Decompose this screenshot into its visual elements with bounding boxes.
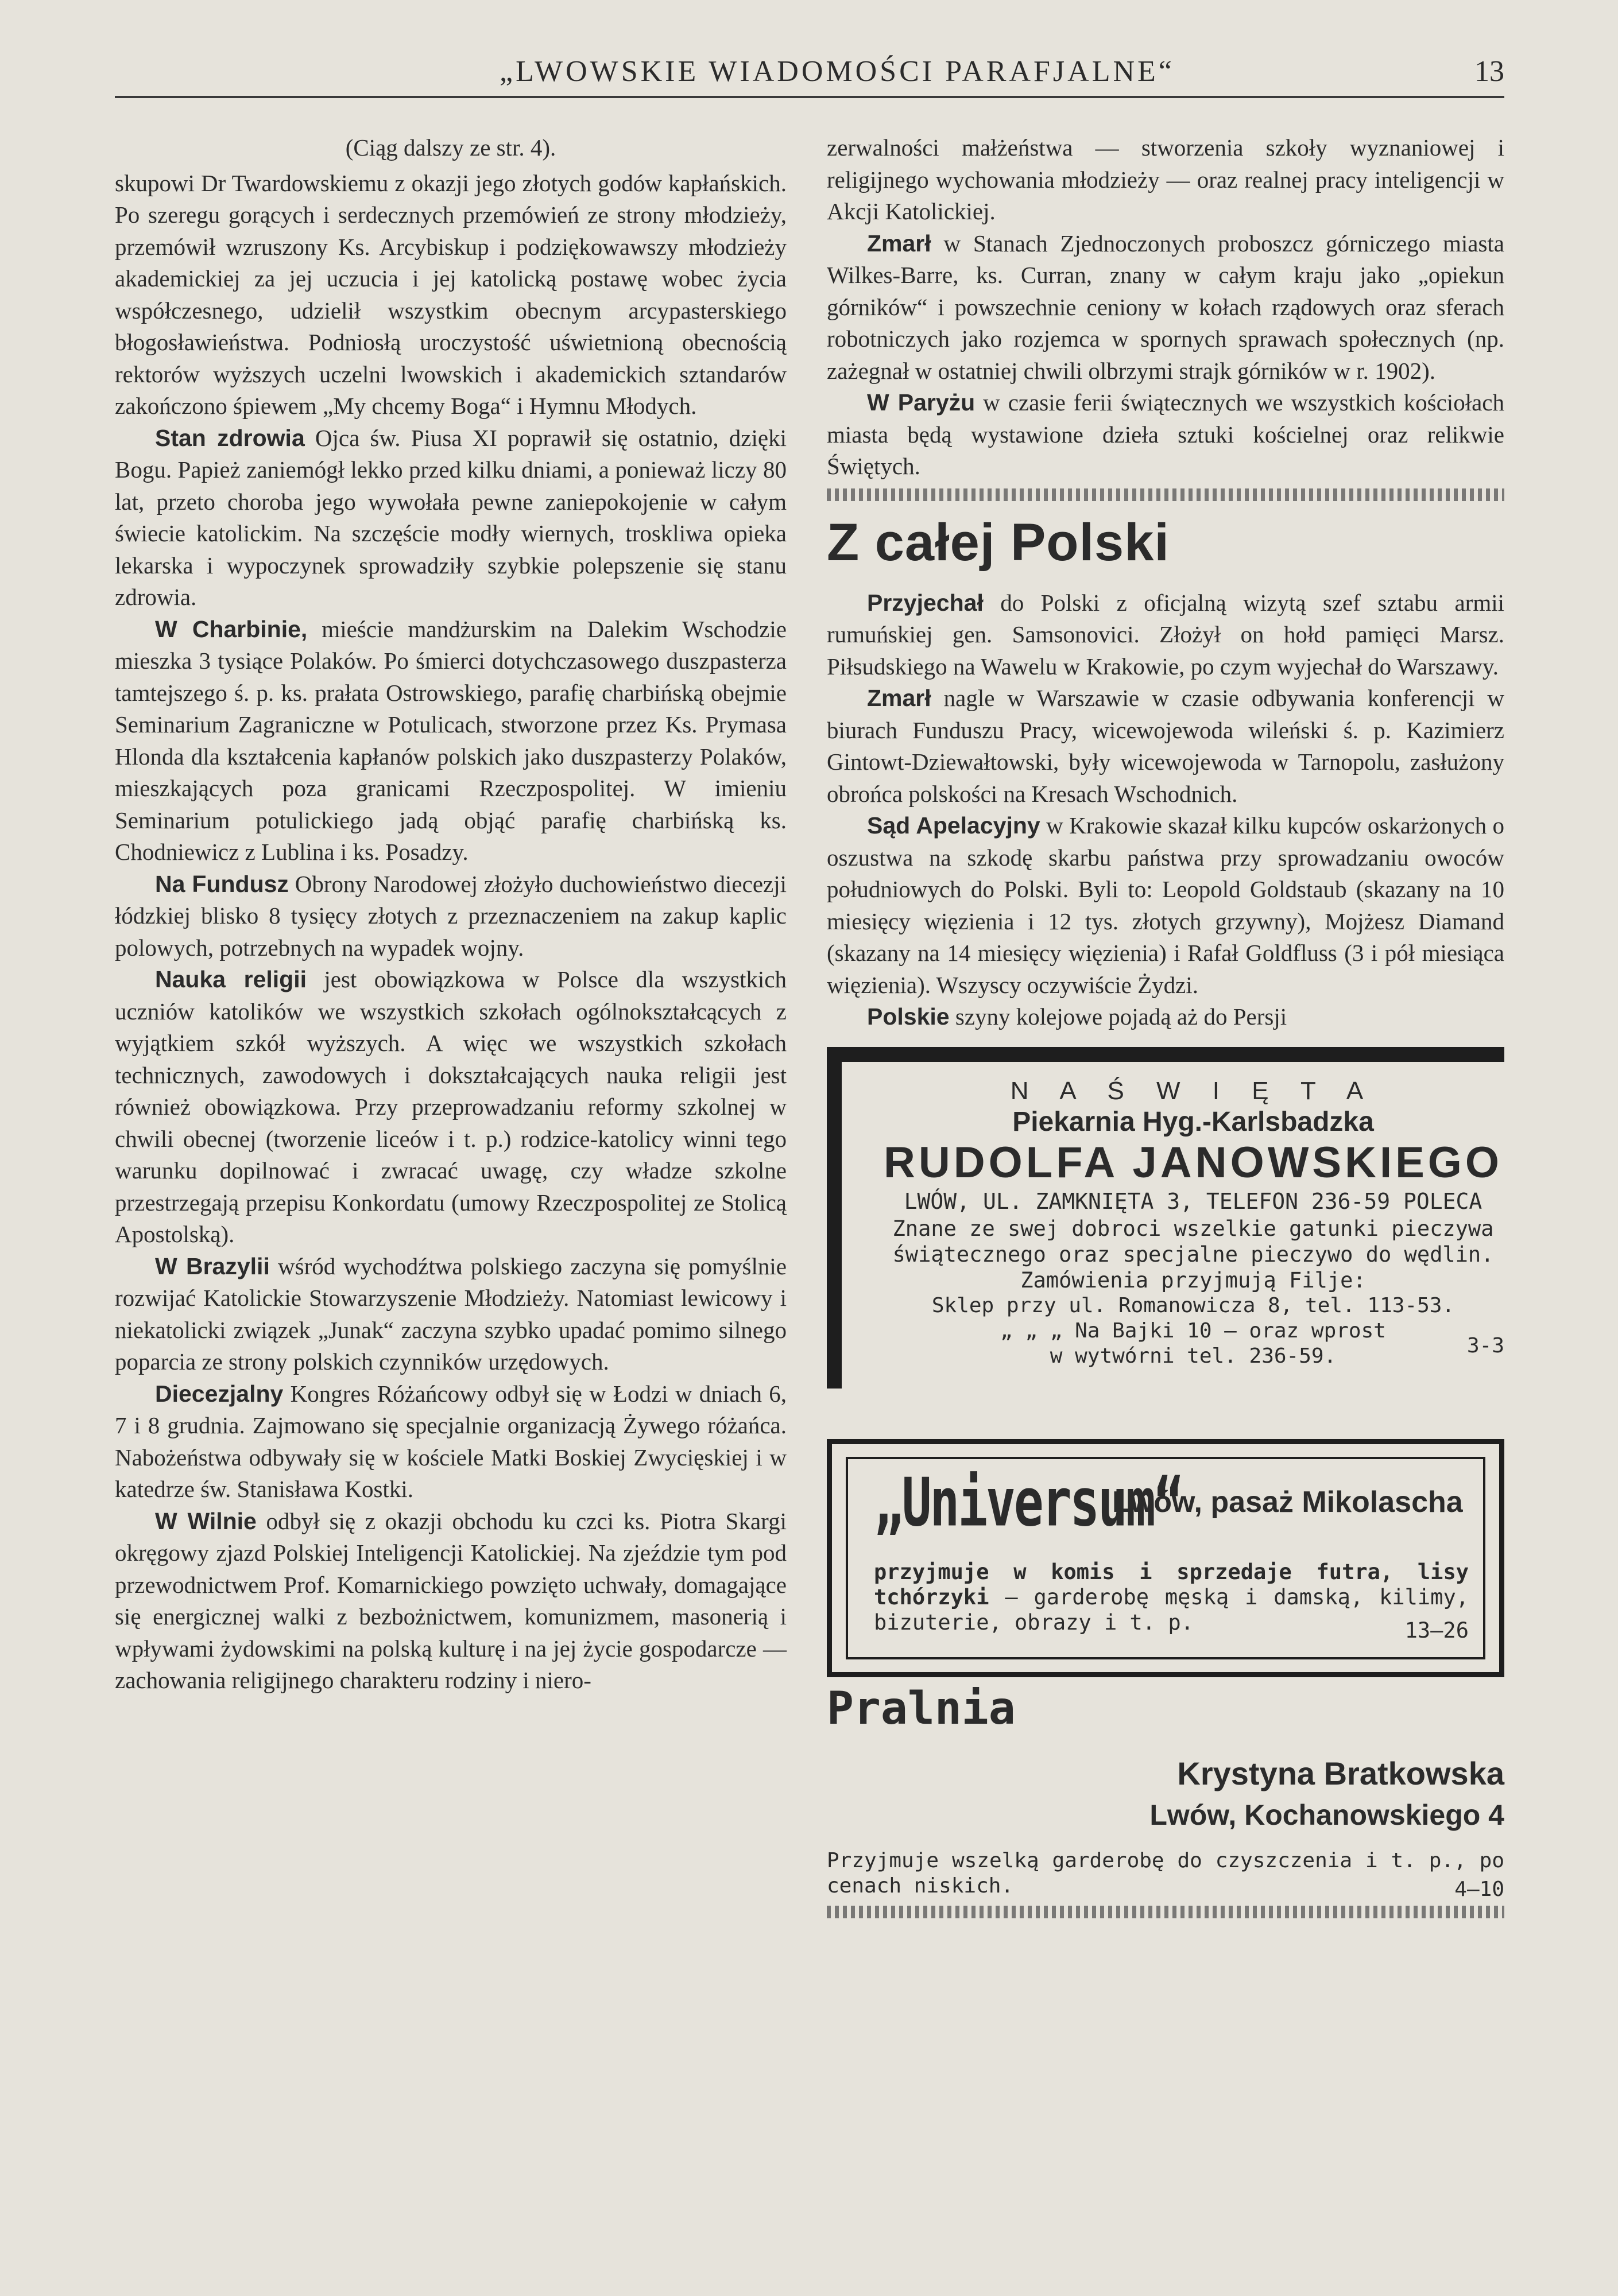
- article-text: jest obowiązkowa w Polsce dla wszystkich uczniów katolików we wszystkich szkołach ogólnokształcących z wyjątkiem szkół wyższych. A więc we wszystkich szkołach technicznych, zawodowych i dokształcających nauka religii jest również obowiązkowa. Przy przeprowadzaniu reformy szkolnej w chwili obecnej (tworzenie liceów i t. p.) rodzice-katolicy winni tego warunku dopilnować i zwracać uwagę, czy władze szkolne przestrzegają przepisu Konkordatu (umowy Rzeczpospolitej ze Stolicą Apostolską).: [115, 966, 787, 1247]
- article-text: Kongres Różańcowy odbył się w Łodzi w dniach 6, 7 i 8 grudnia. Zajmowano się specjalnie organizacją Żywego różańca. Nabożeństwa odbywały się w kościele Matki Boskiej Zwycięskiej i w katedrze św. Stanisława Kostki.: [115, 1380, 787, 1502]
- ad-reference: 4—10: [1454, 1877, 1504, 1901]
- article-paragraph: [115, 1251, 787, 1378]
- ad-address: Lwów, Kochanowskiego 4: [1149, 1798, 1504, 1831]
- ad-name: Krystyna Bratkowska: [1177, 1755, 1504, 1791]
- article-lead: Sąd Apelacyjny: [867, 812, 1040, 839]
- article-paragraph: [115, 1378, 787, 1506]
- article-paragraph: skupowi Dr Twardowskiemu z okazji jego złotych godów kapłańskich. Po szeregu gorących i serdecznych przemówień ze strony młodzieży, przemówił wzruszony Ks. Arcybiskup i podziękowawszy młodzieży akademickiej za jej uczucia i jej katolicką postawę wobec życia współczesnego, udzielił wszystkim obecnym arcypasterskiego błogosławieństwa. Podniosłą uroczystość uświetnioną obecnością rektorów wyższych uczelni lwowskich i akademickich sztandarów zakończono śpiewem „My chcemy Boga“ i Hymnu Młodych.: [115, 169, 787, 419]
- article-lead: W Charbinie,: [155, 615, 308, 642]
- ad-brand: „Universum“: [874, 1464, 1182, 1542]
- section-title: Z całej Polski: [827, 513, 1170, 572]
- ad-line: Sklep przy ul. Romanowicza 8, tel. 113-53.: [931, 1293, 1455, 1317]
- article-text: w czasie ferii świątecznych we wszystkich kościołach miasta będą wystawione dzieła sztuki kościelnej oraz relikwie Świętych.: [827, 389, 1504, 479]
- ad-body-bold: przyjmuje w komis i sprzedaje futra, lisy tchórzyki: [874, 1559, 1469, 1609]
- ad-line: Zamówienia przyjmują Filje:: [1020, 1267, 1366, 1293]
- ad-line: „ „ „ Na Bajki 10 — oraz wprost: [1000, 1318, 1386, 1343]
- article-lead: Przyjechał: [867, 589, 984, 616]
- article-text: w Krakowie skazał kilku kupców oskarżonych o oszustwa na szkodę skarbu państwa przy sprowadzaniu owoców południowych do Polski. Byli to: Leopold Goldstaub (skazany na 10 miesięcy więzienia i 12 tys. złotych grzywny), Mojżesz Diamand (skazany na 14 miesięcy więzienia) i Rafał Goldfluss (3 i pół miesiąca więzienia). Wszyscy oczywiście Żydzi.: [827, 812, 1504, 998]
- article-lead: Na Fundusz: [155, 870, 289, 897]
- page-header: [115, 55, 1504, 100]
- article-lead: W Brazylii: [155, 1252, 270, 1279]
- ad-place: Lwów, pasaż Mikolascha: [1112, 1485, 1463, 1519]
- article-text: odbył się z okazji obchodu ku czci ks. Piotra Skargi okręgowy zjazd Polskiej Inteligencji Katolickiej. Na zjeździe tym pod przewodnictwem Prof. Komarnickiego powzięto uchwały, domagające się energicznej walki z bezbożnictwem, komunizmem, masonerią i wpływami żydowskimi na polską kulturę i na jej życie gospodarcze — zachowania religijnego charakteru rodziny i niero-: [115, 1507, 787, 1693]
- article-lead: W Wilnie: [155, 1507, 257, 1534]
- bakery-advertisement: [827, 1047, 1504, 1389]
- universum-advertisement: [827, 1439, 1504, 1677]
- ad-line: Piekarnia Hyg.-Karlsbadzka: [1012, 1106, 1374, 1137]
- article-lead: Polskie: [867, 1003, 950, 1030]
- article-lead: Stan zdrowia: [155, 424, 305, 451]
- article-text: Ojca św. Piusa XI poprawił się ostatnio, dzięki Bogu. Papież zaniemógł lekko przed kilku dniami, a ponieważ liczy 80 lat, przeto choroba jego wywołała pewne zaniepokojenie w całym świecie katolickim. Na szczęście modły wiernych, troskliwa opieka lekarska i wypoczynek sprowadziły szybkie polepszenie się stanu zdrowia.: [115, 424, 787, 610]
- article-lead: Nauka religii: [155, 966, 307, 992]
- ad-body: [874, 1560, 1469, 1635]
- article-paragraph: [115, 1506, 787, 1697]
- article-text: nagle w Warszawie w czasie odbywania konferencji w biurach Funduszu Pracy, wicewojewoda wileński ś. p. Kazimierz Gintowt-Dziewałtowski, były wicewojewoda w Tarnopolu, zasłużony obrońca polskości na Kresach Wschodnich.: [827, 685, 1504, 807]
- ad-reference: 3-3: [1466, 1334, 1504, 1358]
- ornamental-divider: [827, 488, 1504, 501]
- article-paragraph: [827, 1001, 1504, 1033]
- pralnia-advertisement: [827, 1682, 1504, 1901]
- ad-line: świątecznego oraz specjalne pieczywo do wędlin.: [892, 1242, 1494, 1267]
- article-text: mieście mandżurskim na Dalekim Wschodzie mieszka 3 tysiące Polaków. Po śmierci dotychczasowego duszpasterza tamtejszego ś. p. ks. prałata Ostrowskiego, parafię charbińską obejmie Seminarium Zagraniczne w Potulicach, stworzone przez Ks. Prymasa Hlonda dla kształcenia kapłanów polskich jako duszpasterzy Polaków, mieszkających poza granicami Rzeczpospolitej. W imieniu Seminarium potulickiego jadą objąć parafię charbińską ks. Chodniewicz z Lublina i ks. Posadzy.: [115, 615, 787, 865]
- article-paragraph: [115, 868, 787, 964]
- continued-note: (Ciąg dalszy ze str. 4).: [345, 134, 556, 161]
- running-title: „LWOWSKIE WIADOMOŚCI PARAFJALNE“: [500, 55, 1175, 88]
- article-paragraph: [827, 387, 1504, 483]
- article-text: do Polski z oficjalną wizytą szef sztabu armii rumuńskiej gen. Samsonovici. Złożył on hołd pamięci Marsz. Piłsudskiego na Wawelu w Krakowie, po czym wyjechał do Warszawy.: [827, 589, 1504, 680]
- article-lead: Zmarł: [867, 685, 931, 711]
- article-paragraph: [827, 682, 1504, 810]
- article-lead: Diecezjalny: [155, 1380, 284, 1407]
- right-column: [827, 132, 1504, 1930]
- ad-line: N A Ś W I Ę T A: [1010, 1076, 1376, 1105]
- ad-reference: 13—26: [1404, 1618, 1469, 1643]
- article-lead: W Paryżu: [867, 389, 976, 416]
- ad-line: Znane ze swej dobroci wszelkie gatunki pieczywa: [892, 1216, 1494, 1241]
- article-text: wśród wychodźtwa polskiego zaczyna się pomyślnie rozwijać Katolickie Stowarzyszenie Młodzieży. Natomiast lewicowy i niekatolicki związek „Junak“ zaczyna szybko upadać pomimo silnego poparcia ze strony polskich czynników urzędowych.: [115, 1252, 787, 1375]
- article-lead: Zmarł: [867, 230, 931, 257]
- ad-line: w wytwórni tel. 236-59.: [1050, 1344, 1337, 1368]
- article-paragraph: [827, 587, 1504, 683]
- ad-body: Przyjmuje wszelką garderobę do czyszczenia i t. p., po cenach niskich.: [827, 1848, 1504, 1898]
- ad-line: RUDOLFA JANOWSKIEGO: [883, 1138, 1503, 1187]
- ad-body-text: — garderobę męską i damską, kilimy, bizuterie, obrazy i t. p.: [874, 1584, 1469, 1635]
- left-column: [115, 132, 787, 1697]
- ornamental-divider: [827, 1906, 1504, 1918]
- article-paragraph: [827, 228, 1504, 387]
- article-text: w Stanach Zjednoczonych proboszcz górniczego miasta Wilkes-Barre, ks. Curran, znany w całym kraju jako „opiekun górników“ i powszechnie ceniony w kołach rządowych oraz sferach robotniczych jako rozjemca w spornych sprawach społecznych (np. zażegnał w ostatniej chwili olbrzymi strajk górników w r. 1902).: [827, 230, 1504, 384]
- ad-line: LWÓW, UL. ZAMKNIĘTA 3, TELEFON 236-59 POLECA: [904, 1188, 1482, 1214]
- article-text: szyny kolejowe pojadą aż do Persji: [949, 1003, 1287, 1030]
- article-paragraph: zerwalności małżeństwa — stworzenia szkoły wyznaniowej i religijnego wychowania młodzieży — oraz realnej pracy inteligencji w Akcji Katolickiej.: [827, 134, 1504, 224]
- article-paragraph: [115, 964, 787, 1251]
- article-text: Obrony Narodowej złożyło duchowieństwo diecezji łódzkiej blisko 8 tysięcy złotych z przeznaczeniem na zakup kaplic polowych, potrzebnych na wypadek wojny.: [115, 870, 787, 961]
- ad-frame: [846, 1457, 1485, 1659]
- article-paragraph: [115, 422, 787, 614]
- article-paragraph: [115, 614, 787, 868]
- header-rule: [115, 96, 1504, 98]
- page-number: 13: [1474, 55, 1504, 88]
- ad-title: Pralnia: [827, 1682, 1016, 1735]
- article-paragraph: [827, 810, 1504, 1001]
